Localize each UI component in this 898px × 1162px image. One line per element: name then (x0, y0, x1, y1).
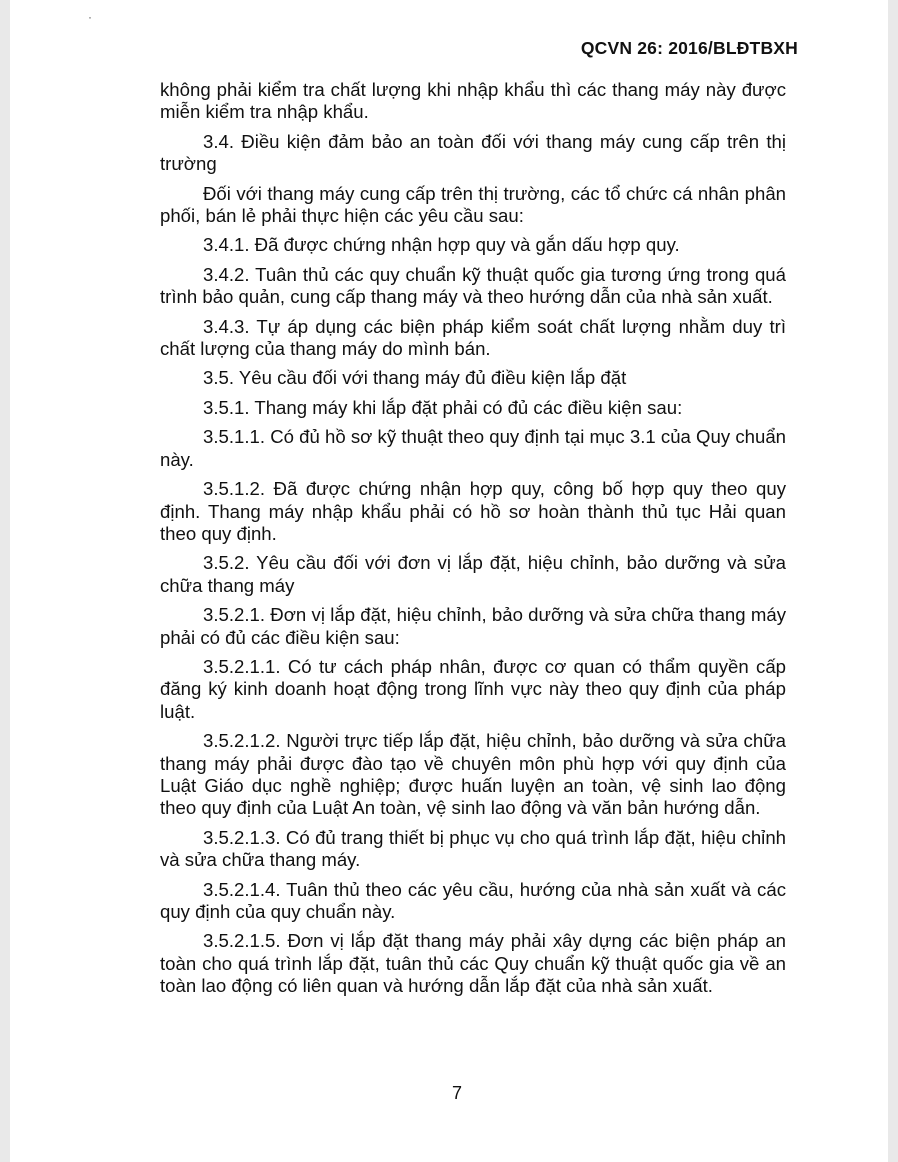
section-heading-3-4: 3.4. Điều kiện đảm bảo an toàn đối với thang máy cung cấp trên thị trường (160, 130, 786, 175)
paragraph-3-5-2-1-5: 3.5.2.1.5. Đơn vị lắp đặt thang máy phải xây dựng các biện pháp an toàn cho quá trình lắp đặt, tuân thủ các Quy chuẩn kỹ thuật quốc gia về an toàn lao động có liên quan và hướng dẫn lắp đặt của nhà sản xuất. (160, 930, 786, 997)
document-body (160, 79, 786, 1005)
paragraph-3-5-1-1: 3.5.1.1. Có đủ hồ sơ kỹ thuật theo quy định tại mục 3.1 của Quy chuẩn này. (160, 426, 786, 470)
paragraph-3-5-2: 3.5.2. Yêu cầu đối với đơn vị lắp đặt, hiệu chỉnh, bảo dưỡng và sửa chữa thang máy (160, 552, 786, 596)
paragraph-3-5-1-2: 3.5.1.2. Đã được chứng nhận hợp quy, công bố hợp quy theo quy định. Thang máy nhập khẩu phải có hồ sơ hoàn thành thủ tục Hải quan theo quy định. (160, 478, 786, 544)
page-number: 7 (451, 1083, 462, 1103)
paragraph-3-5-2-1-2: 3.5.2.1.2. Người trực tiếp lắp đặt, hiệu chỉnh, bảo dưỡng và sửa chữa thang máy phải được đào tạo về chuyên môn phù hợp với quy định của Luật Giáo dục nghề nghiệp; được huấn luyện an toàn, vệ sinh lao động theo quy định của Luật An toàn, vệ sinh lao động và văn bản hướng dẫn. (160, 730, 786, 819)
paragraph-3-5-1: 3.5.1. Thang máy khi lắp đặt phải có đủ các điều kiện sau: (203, 396, 683, 418)
document-page (10, 0, 888, 1162)
paragraph-3-4-1: 3.4.1. Đã được chứng nhận hợp quy và gắn dấu hợp quy. (203, 234, 680, 256)
paragraph-3-4-3: 3.4.3. Tự áp dụng các biện pháp kiểm soát chất lượng nhằm duy trì chất lượng của thang máy do mình bán. (160, 315, 786, 360)
paragraph-3-4-intro: Đối với thang máy cung cấp trên thị trường, các tổ chức cá nhân phân phối, bán lẻ phải thực hiện các yêu cầu sau: (160, 182, 786, 227)
paragraph-3-5-2-1-4: 3.5.2.1.4. Tuân thủ theo các yêu cầu, hướng của nhà sản xuất và các quy định của quy chuẩn này. (160, 878, 786, 922)
paragraph-continuation: không phải kiểm tra chất lượng khi nhập khẩu thì các thang máy này được miễn kiểm tra nhập khẩu. (160, 79, 786, 123)
scan-mark: · (88, 10, 92, 24)
document-code-header: QCVN 26: 2016/BLĐTBXH (580, 38, 798, 58)
section-heading-3-5: 3.5. Yêu cầu đối với thang máy đủ điều kiện lắp đặt (203, 367, 627, 389)
paragraph-3-5-2-1: 3.5.2.1. Đơn vị lắp đặt, hiệu chỉnh, bảo dưỡng và sửa chữa thang máy phải có đủ các điều kiện sau: (160, 604, 786, 648)
paragraph-3-5-2-1-3: 3.5.2.1.3. Có đủ trang thiết bị phục vụ cho quá trình lắp đặt, hiệu chỉnh và sửa chữa thang máy. (160, 826, 786, 871)
paragraph-3-5-2-1-1: 3.5.2.1.1. Có tư cách pháp nhân, được cơ quan có thẩm quyền cấp đăng ký kinh doanh hoạt động trong lĩnh vực này theo quy định của pháp luật. (160, 655, 786, 722)
paragraph-3-4-2: 3.4.2. Tuân thủ các quy chuẩn kỹ thuật quốc gia tương ứng trong quá trình bảo quản, cung cấp thang máy và theo hướng dẫn của nhà sản xuất. (160, 263, 786, 308)
